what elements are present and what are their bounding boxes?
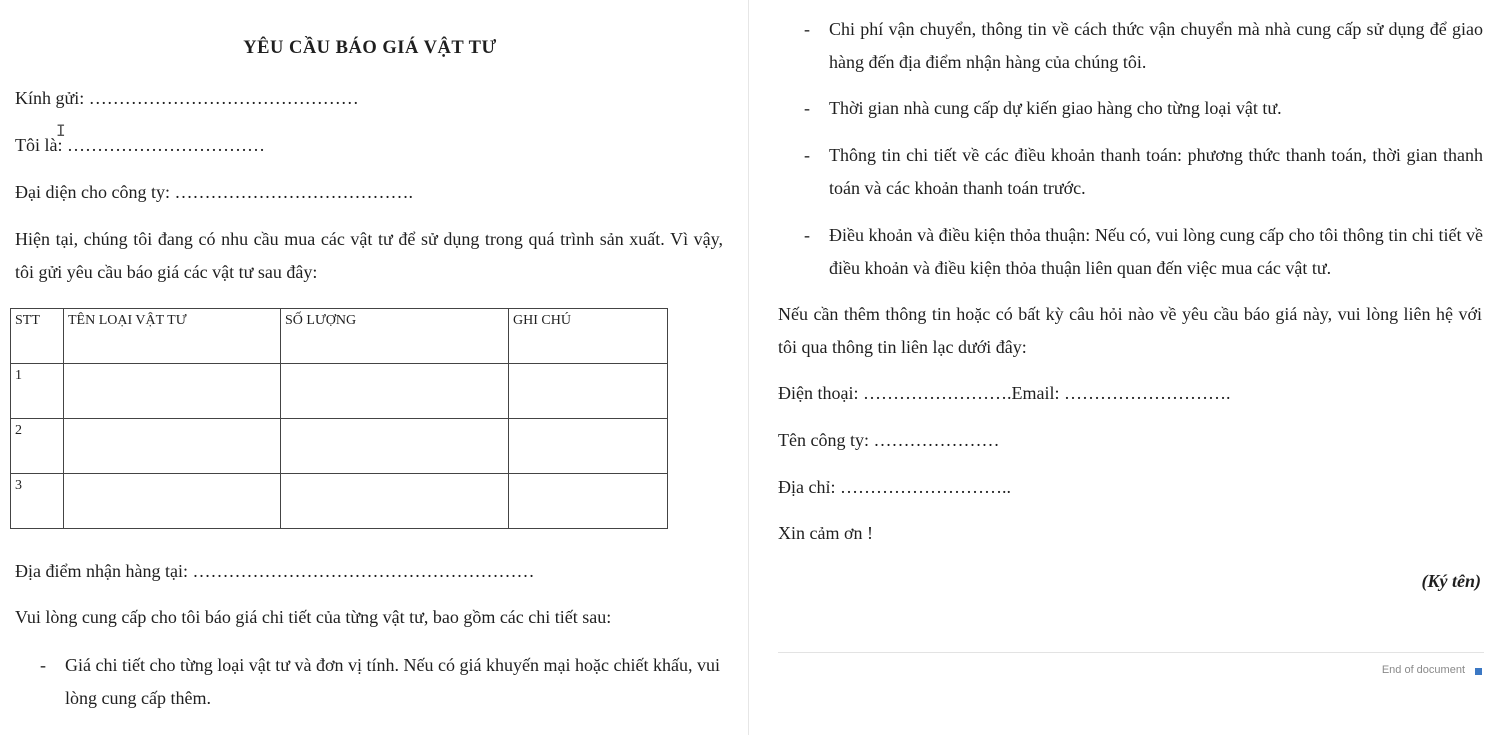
table-cell[interactable]	[509, 419, 668, 474]
list-item	[804, 92, 1483, 125]
left-page	[0, 0, 748, 735]
column-header-quantity: SỐ LƯỢNG	[281, 309, 509, 364]
bullet-dash: -	[40, 655, 46, 675]
signature-label: (Ký tên)	[1421, 571, 1481, 591]
right-page	[750, 0, 1500, 735]
delivery-location-line[interactable]: Địa điểm nhận hàng tại: …………………………………………………	[15, 561, 535, 581]
company-name-line[interactable]: Tên công ty: …………………	[778, 430, 1000, 450]
table-cell[interactable]	[281, 474, 509, 529]
thank-you-line: Xin cảm ơn !	[778, 523, 873, 543]
end-of-document-marker-icon	[1475, 668, 1482, 675]
request-details-line: Vui lòng cung cấp cho tôi báo giá chi tiết của từng vật tư, bao gồm các chi tiết sau:	[15, 607, 612, 627]
column-header-notes: GHI CHÚ	[509, 309, 668, 364]
list-item	[804, 219, 1483, 285]
table-cell[interactable]: 3	[11, 474, 64, 529]
table-cell[interactable]: 2	[11, 419, 64, 474]
table-cell[interactable]	[509, 474, 668, 529]
list-item-text: Thời gian nhà cung cấp dự kiến giao hàng cho từng loại vật tư.	[829, 98, 1282, 118]
table-cell[interactable]	[509, 364, 668, 419]
column-header-material-name: TÊN LOẠI VẬT TƯ	[64, 309, 281, 364]
document-title: YÊU CẦU BÁO GIÁ VẬT TƯ	[243, 38, 497, 58]
recipient-line[interactable]: Kính gửi: ………………………………………	[15, 88, 359, 108]
table-cell[interactable]	[281, 419, 509, 474]
table-cell[interactable]: 1	[11, 364, 64, 419]
table-row	[11, 419, 668, 474]
list-item-text: Chi phí vận chuyển, thông tin về cách thức vận chuyển mà nhà cung cấp sử dụng để giao hàng đến địa điểm nhận hàng của chúng tôi.	[829, 19, 1483, 72]
address-line[interactable]: Địa chỉ: ………………………..	[778, 477, 1011, 497]
table-row	[11, 364, 668, 419]
list-item-text: Giá chi tiết cho từng loại vật tư và đơn vị tính. Nếu có giá khuyến mại hoặc chiết khấu, vui lòng cung cấp thêm.	[65, 655, 720, 708]
bullet-dash: -	[804, 145, 810, 165]
table-cell[interactable]	[281, 364, 509, 419]
table-cell[interactable]	[64, 364, 281, 419]
list-item	[40, 649, 720, 715]
bullet-dash: -	[804, 98, 810, 118]
bullet-dash: -	[804, 225, 810, 245]
table-cell[interactable]	[64, 474, 281, 529]
table-cell[interactable]	[64, 419, 281, 474]
company-representative-line[interactable]: Đại diện cho công ty: ………………………………….	[15, 182, 413, 202]
list-item-text: Điều khoản và điều kiện thỏa thuận: Nếu có, vui lòng cung cấp cho tôi thông tin chi tiết về điều khoản và điều kiện thỏa thuận liên quan đến việc mua các vật tư.	[829, 225, 1483, 278]
table-row	[11, 474, 668, 529]
text-cursor-icon: I	[56, 121, 66, 140]
sender-name-line[interactable]: Tôi là: ……………………………	[15, 135, 265, 155]
table-header-row	[11, 309, 668, 364]
phone-email-line[interactable]: Điện thoại: …………………….Email: ……………………….	[778, 383, 1231, 403]
list-item	[804, 139, 1483, 205]
bullet-dash: -	[804, 19, 810, 39]
contact-note-paragraph: Nếu cần thêm thông tin hoặc có bất kỳ câu hỏi nào về yêu cầu báo giá này, vui lòng liên hệ với tôi qua thông tin liên lạc dưới đây:	[778, 304, 1482, 357]
page-divider	[748, 0, 749, 735]
end-of-document-rule	[778, 652, 1484, 653]
materials-table	[10, 308, 668, 529]
list-item	[804, 13, 1483, 79]
intro-paragraph: Hiện tại, chúng tôi đang có nhu cầu mua các vật tư để sử dụng trong quá trình sản xuất. Vì vậy, tôi gửi yêu cầu báo giá các vật tư sau đây:	[15, 229, 723, 282]
list-item-text: Thông tin chi tiết về các điều khoản thanh toán: phương thức thanh toán, thời gian thanh toán và các khoản thanh toán trước.	[829, 145, 1483, 198]
column-header-stt: STT	[11, 309, 64, 364]
end-of-document-label: End of document	[1381, 664, 1465, 676]
